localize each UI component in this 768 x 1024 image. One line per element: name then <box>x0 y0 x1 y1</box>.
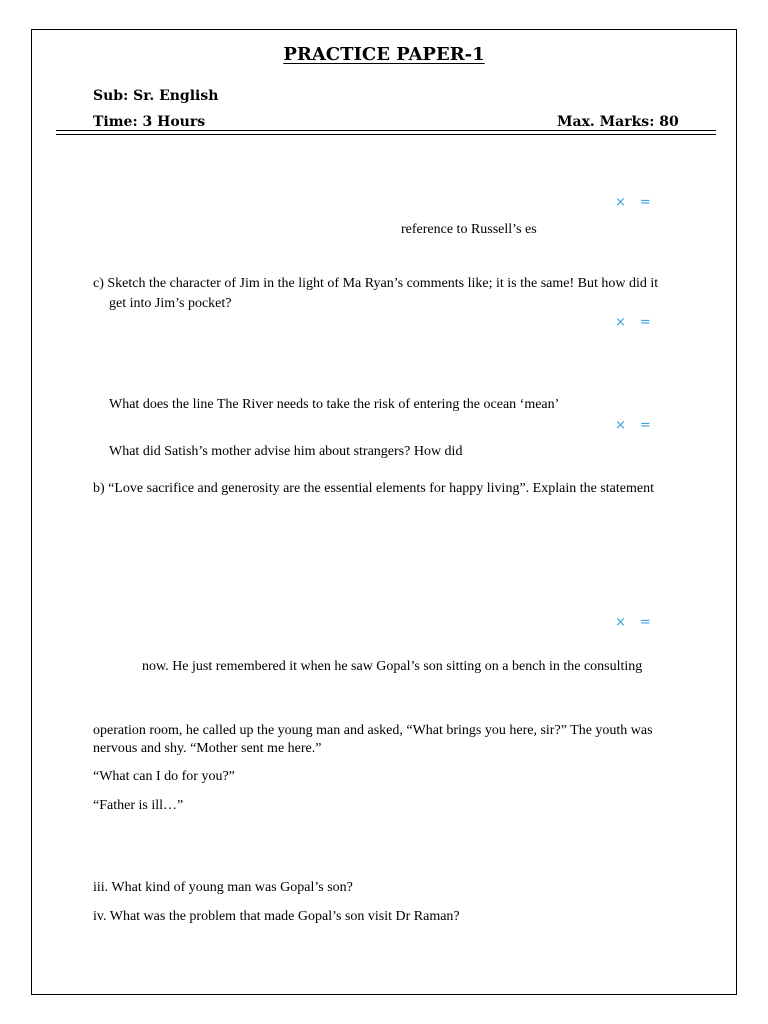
passage-line: “Father is ill…” <box>93 798 184 813</box>
max-marks-label: Max. Marks: 80 <box>557 114 679 130</box>
question-satish: What did Satish’s mother advise him about strangers? How did <box>109 444 463 459</box>
subject-label: Sub: Sr. English <box>93 88 219 104</box>
question-c-line-1: c) Sketch the character of Jim in the light of Ma Ryan’s comments like; it is the same! But how did it <box>93 276 659 291</box>
question-iv: iv. What was the problem that made Gopal’s son visit Dr Raman? <box>93 909 460 924</box>
marks-indicator: × = <box>615 315 651 330</box>
marks-indicator: × = <box>615 615 651 630</box>
passage-line: operation room, he called up the young man and asked, “What brings you here, sir?” The youth was <box>93 723 653 738</box>
question-c-line-2: get into Jim’s pocket? <box>109 296 232 311</box>
text-fragment: reference to Russell’s es <box>401 222 537 237</box>
passage-line: nervous and shy. “Mother sent me here.” <box>93 741 322 756</box>
question-river: What does the line The River needs to take the risk of entering the ocean ‘mean’ <box>109 397 560 412</box>
passage-line: now. He just remembered it when he saw Gopal’s son sitting on a bench in the consulting <box>142 659 643 674</box>
header-rule-top <box>56 130 716 131</box>
marks-indicator: × = <box>615 418 651 433</box>
question-b: b) “Love sacrifice and generosity are the essential elements for happy living”. Explain the statement <box>93 481 654 496</box>
time-label: Time: 3 Hours <box>93 114 206 130</box>
marks-indicator: × = <box>615 195 651 210</box>
passage-line: “What can I do for you?” <box>93 769 235 784</box>
page-border <box>31 29 737 995</box>
header-rule-bottom <box>56 134 716 135</box>
question-iii: iii. What kind of young man was Gopal’s son? <box>93 880 353 895</box>
paper-title: PRACTICE PAPER-1 <box>283 44 485 65</box>
